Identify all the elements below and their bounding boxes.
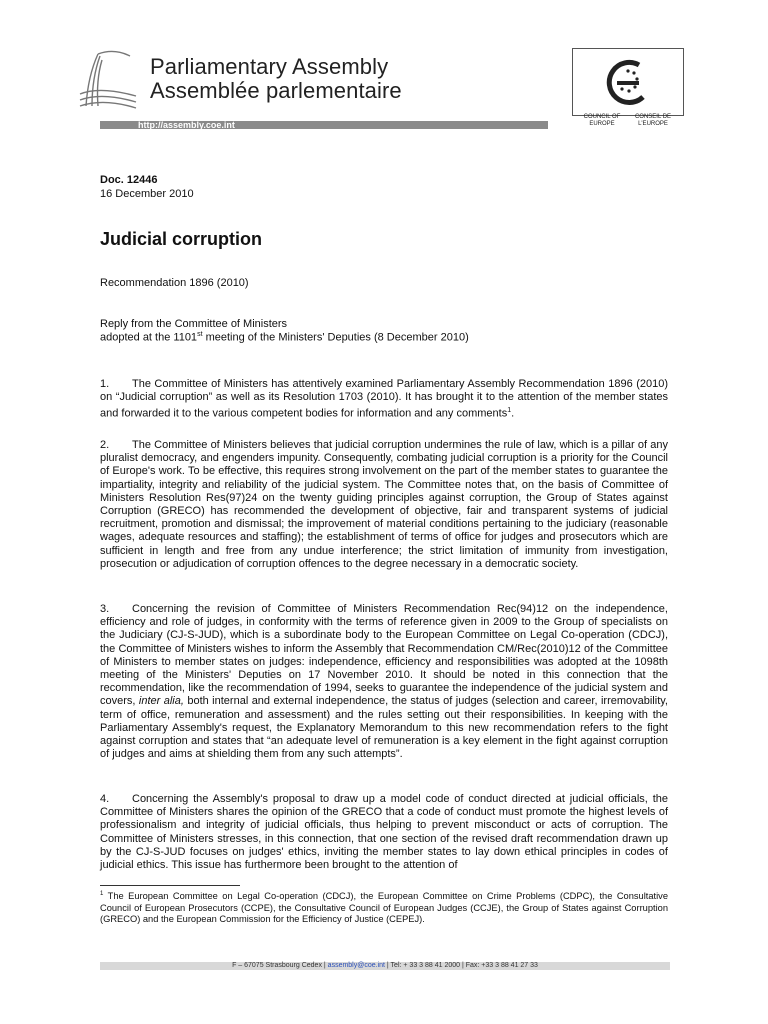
reply-line-2: adopted at the 1101st meeting of the Ministers' Deputies (8 December 2010) [100, 331, 469, 344]
assembly-columns-icon [78, 46, 138, 112]
email-link[interactable]: assembly@coe.int [327, 962, 385, 969]
paragraph-4: 4. Concerning the Assembly's proposal to draw up a model code of conduct directed at judicial officials, the Committee of Ministers shares the opinion of the GRECO that a code of conduct must promote the highest levels of professionalism and integrity of judicial officials, thus helping to prevent misconduct or acts of corruption. The Committee of Ministers stresses, in this connection, that one section of the revised draft recommendation drawn up by the CJ-S-JUD focuses on judges' ethics, inviting the member states to lay down ethical principles in codes of judicial ethics. This issue has furthermore been brought to the attention of [100, 793, 668, 872]
footnote-divider [100, 885, 240, 886]
coe-label-fr: CONSEIL DE L'EUROPE [634, 114, 672, 127]
org-name-en: Parliamentary Assembly [150, 54, 389, 79]
coe-label-en: COUNCIL OF EUROPE [583, 114, 621, 127]
paragraph-3: 3. Concerning the revision of Committee of Ministers Recommendation Rec(94)12 on the independence, efficiency and role of judges, in conformity with the terms of reference given in 2009 to the Group of specialists on the Judiciary (CJ-S-JUD), which is a subordinate body to the European Committee on Legal Co-operation (CDCJ), the Committee of Ministers wishes to inform the Assembly that Recommendation CM/Rec(2010)12 of the Committee of Ministers to member states on judges: independence, efficiency and responsibilities was adopted at the 1098th meeting of the Ministers' Deputies on 17 November 2010. It should be noted in this connection that the recommendation, like the recommendation of 1994, seeks to guarantee the independence of the judicial system and covers, inter alia, both internal and external independence, the status of judges (selection and career, irremovability, term of office, remuneration and assessment) and the rules setting out their responsibilities. In keeping with the Parliamentary Assembly's request, the Explanatory Memorandum to this new recommendation refers to the fight against corruption and states that “an adequate level of remuneration is a key element in the fight against corruption of judges and aims at shielding them from any such attempts”. [100, 603, 668, 761]
footer-contact: F – 67075 Strasbourg Cedex | assembly@coe.int | Tel: + 33 3 88 41 2000 | Fax: +33 3 88 41 27 33 [232, 962, 538, 969]
coe-stars-logo-icon [572, 48, 684, 116]
org-name-fr: Assemblée parlementaire [150, 78, 402, 103]
paragraph-1: 1. The Committee of Ministers has attentively examined Parliamentary Assembly Recommendation 1896 (2010) on “Judicial corruption” as well as its Resolution 1703 (2010). It has brought it to the attention of the member states and forwarded it to the various competent bodies for information and any comments$^1$. [100, 378, 668, 421]
doc-number: Doc. 12446 [100, 174, 158, 186]
paragraph-2: 2. The Committee of Ministers believes that judicial corruption undermines the rule of law, which is a pillar of any pluralist democracy, and engenders impunity. Consequently, combating judicial corruption is a priority for the Council of Europe's work. To be effective, this requires strong involvement on the part of the member states to guarantee the impartiality, integrity and reliability of the judicial system. The Committee notes that, on the basis of Committee of Ministers Resolution Res(97)24 on the twenty guiding principles against corruption, the Group of States against Corruption (GRECO) has recommended the development of objective, fair and transparent systems of judicial recruitment, promotion and dismissal; the improvement of material conditions pertaining to the judiciary (reasonable wages, adequate resources and staffing); the establishment of terms of office for judges and prosecutors which are sufficient in length and free from any undue interference; the strict limitation of immunity from investigation, prosecution or adjudication of corruption offences to the degree necessary in a democratic society. [100, 439, 668, 570]
footnote: $^1$ The European Committee on Legal Co-operation (CDCJ), the European Committee on Crime Problems (CDPC), the Consultative Council of European Prosecutors (CCPE), the Consultative Council of European Judges (CCJE), the Group of States against Corruption (GRECO) and the European Commission for the Efficiency of Justice (CEPEJ). [100, 891, 668, 925]
page-title: Judicial corruption [100, 229, 263, 249]
assembly-url-link[interactable]: http://assembly.coe.int [138, 120, 235, 130]
doc-date: 16 December 2010 [100, 188, 194, 200]
recommendation-ref: Recommendation 1896 (2010) [100, 277, 249, 289]
reply-line-1: Reply from the Committee of Ministers [100, 318, 288, 330]
